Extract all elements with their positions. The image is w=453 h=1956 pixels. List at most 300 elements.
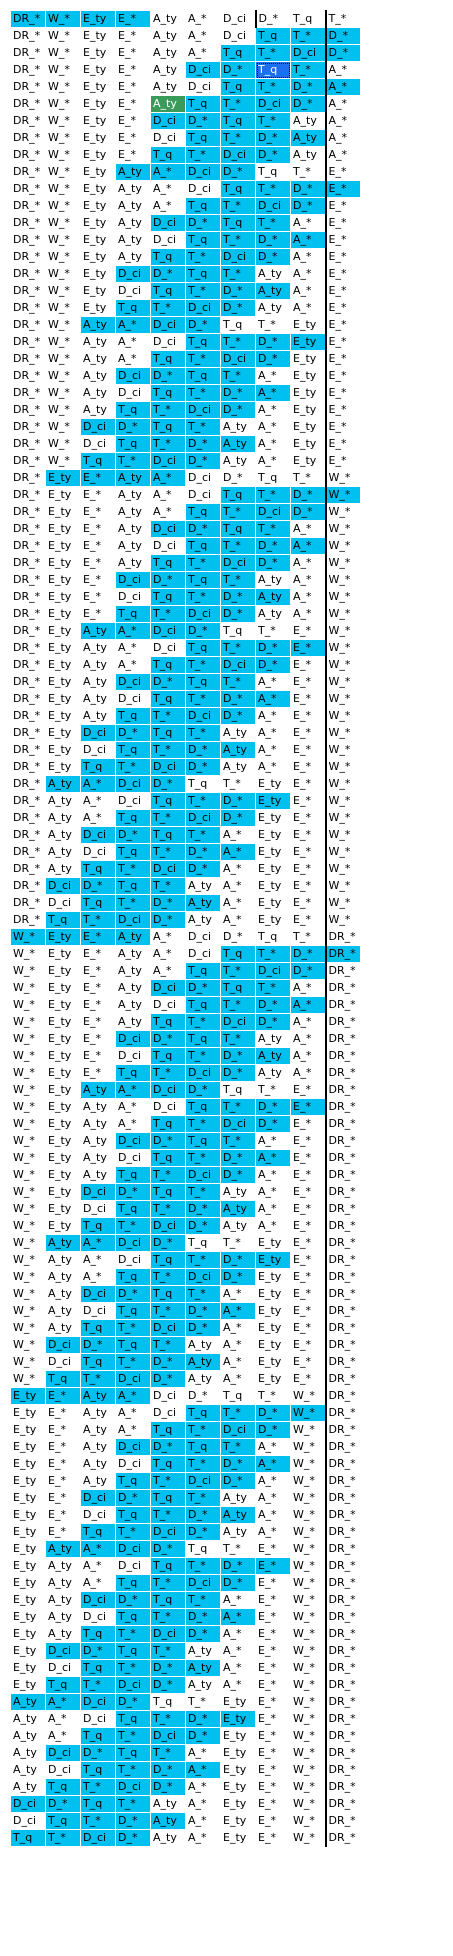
grid-cell[interactable]: A_ty [83,352,107,365]
grid-cell[interactable]: D_ci [186,606,221,623]
grid-cell[interactable]: T_q [186,640,221,657]
grid-cell[interactable]: D_* [81,1643,116,1660]
grid-cell[interactable]: A_ty [151,1813,186,1830]
grid-cell[interactable]: A_ty [46,776,81,793]
grid-cell[interactable]: DR_* [13,301,41,314]
grid-cell[interactable]: D_* [256,334,291,351]
grid-cell[interactable]: W_* [13,1066,35,1079]
grid-cell[interactable]: T_q [116,1337,151,1354]
grid-cell[interactable]: E_ty [223,1797,247,1810]
grid-cell[interactable]: E_* [291,1371,326,1388]
grid-cell[interactable]: W_* [13,1015,35,1028]
grid-cell[interactable]: DR_* [11,11,46,28]
grid-cell[interactable]: A_* [83,1270,102,1283]
grid-cell[interactable]: A_ty [118,488,142,501]
grid-cell[interactable]: A_* [223,879,242,892]
grid-cell[interactable]: DR_* [328,1066,356,1079]
grid-cell[interactable]: T_q [116,810,151,827]
grid-cell[interactable]: T_* [186,147,221,164]
grid-cell[interactable]: T_q [188,1542,208,1555]
grid-cell[interactable]: A_* [48,1712,67,1725]
grid-cell[interactable]: W_* [291,1813,326,1830]
grid-cell[interactable]: DR_* [13,505,41,518]
grid-cell[interactable]: A_ty [48,862,72,875]
grid-cell[interactable]: T_q [151,283,186,300]
grid-cell[interactable]: T_q [186,504,221,521]
grid-cell[interactable]: D_* [291,487,326,504]
grid-cell[interactable]: A_* [116,1388,151,1405]
grid-cell[interactable]: DR_* [13,675,41,688]
grid-cell[interactable]: W_* [291,1626,326,1643]
grid-cell[interactable]: D_ci [118,284,142,297]
grid-cell[interactable]: W_* [48,454,70,467]
grid-cell[interactable]: E_ty [46,470,81,487]
grid-cell[interactable]: T_q [151,351,186,368]
grid-cell[interactable]: A_* [291,589,326,606]
grid-cell[interactable]: W_* [48,233,70,246]
grid-cell[interactable]: DR_* [328,1678,356,1691]
grid-cell[interactable]: W_* [328,896,351,909]
grid-cell[interactable]: A_* [291,266,326,283]
grid-cell[interactable]: E_* [258,1780,276,1793]
grid-cell[interactable]: T_q [221,45,256,62]
grid-cell[interactable]: E_ty [83,182,107,195]
grid-cell[interactable]: W_* [13,1338,35,1351]
grid-cell[interactable]: E_* [328,301,347,314]
grid-cell[interactable]: D_* [256,351,291,368]
grid-cell[interactable]: D_* [291,96,326,113]
grid-cell[interactable]: D_* [256,130,291,147]
grid-cell[interactable]: W_* [291,1677,326,1694]
grid-cell[interactable]: E_ty [13,1559,37,1572]
grid-cell[interactable]: T_* [151,1337,186,1354]
grid-cell[interactable]: E_* [83,998,101,1011]
grid-cell[interactable]: T_* [81,1779,116,1796]
grid-cell[interactable]: T_q [46,1677,81,1694]
grid-cell[interactable]: T_q [116,844,151,861]
grid-cell[interactable]: T_q [151,589,186,606]
grid-cell[interactable]: A_ty [258,267,282,280]
grid-cell[interactable]: A_* [118,335,137,348]
grid-cell[interactable]: W_* [13,1355,35,1368]
grid-cell[interactable]: DR_* [328,1355,356,1368]
grid-cell[interactable]: W_* [328,522,351,535]
grid-cell[interactable]: A_ty [83,1151,107,1164]
grid-cell[interactable]: D_* [151,368,186,385]
grid-cell[interactable]: T_* [116,1728,151,1745]
grid-cell[interactable]: T_* [256,113,291,130]
grid-cell[interactable]: D_* [291,198,326,215]
grid-cell[interactable]: A_* [153,947,172,960]
grid-cell[interactable]: T_* [256,487,291,504]
grid-cell[interactable]: D_* [256,1099,291,1116]
grid-cell[interactable]: E_* [83,1015,101,1028]
grid-cell[interactable]: E_* [258,1644,276,1657]
grid-cell[interactable]: T_q [81,1354,116,1371]
grid-cell[interactable]: DR_* [13,726,41,739]
grid-cell[interactable]: DR_* [13,828,41,841]
grid-cell[interactable]: W_* [291,1711,326,1728]
grid-cell[interactable]: T_q [116,1609,151,1626]
grid-cell[interactable]: T_q [186,232,221,249]
grid-cell[interactable]: D_ci [153,131,177,144]
grid-cell[interactable]: E_ty [258,1270,282,1283]
grid-cell[interactable]: D_* [221,708,256,725]
grid-cell[interactable]: D_* [221,402,256,419]
grid-cell[interactable]: A_ty [83,1423,107,1436]
grid-cell[interactable]: W_* [13,1287,35,1300]
grid-cell[interactable]: E_ty [48,692,72,705]
grid-cell[interactable]: T_q [291,11,326,28]
grid-cell[interactable]: A_* [116,1082,151,1099]
grid-cell[interactable]: D_* [116,1184,151,1201]
grid-cell[interactable]: A_* [291,283,326,300]
grid-cell[interactable]: DR_* [328,1287,356,1300]
grid-cell[interactable]: W_* [48,80,70,93]
grid-cell[interactable]: A_* [328,63,348,76]
grid-cell[interactable]: T_* [291,28,326,45]
grid-cell[interactable]: W_* [13,1100,35,1113]
grid-cell[interactable]: DR_* [13,913,41,926]
grid-cell[interactable]: W_* [48,386,70,399]
grid-cell[interactable]: D_* [116,1286,151,1303]
grid-cell[interactable]: E_* [291,1286,326,1303]
grid-cell[interactable]: A_* [258,743,277,756]
grid-cell[interactable]: A_* [223,1287,242,1300]
grid-cell[interactable]: W_* [291,1728,326,1745]
grid-cell[interactable]: A_ty [223,454,247,467]
grid-cell[interactable]: D_* [221,1252,256,1269]
grid-cell[interactable]: A_ty [118,182,142,195]
grid-cell[interactable]: D_* [151,1133,186,1150]
grid-cell[interactable]: D_* [256,538,291,555]
grid-cell[interactable]: D_* [256,640,291,657]
grid-cell[interactable]: D_* [291,963,326,980]
grid-cell[interactable]: D_ci [116,1439,151,1456]
grid-cell[interactable]: DR_* [13,794,41,807]
grid-cell[interactable]: D_ci [11,1796,46,1813]
grid-cell[interactable]: D_* [151,912,186,929]
grid-cell[interactable]: D_ci [151,453,186,470]
grid-cell[interactable]: T_* [151,844,186,861]
grid-cell[interactable]: A_ty [48,1593,72,1606]
grid-cell[interactable]: D_* [256,147,291,164]
grid-cell[interactable]: DR_* [328,1576,356,1589]
grid-cell[interactable]: D_ci [81,1184,116,1201]
grid-cell[interactable]: E_ty [13,1457,37,1470]
grid-cell[interactable]: D_* [256,1405,291,1422]
grid-cell[interactable]: A_ty [258,301,282,314]
grid-cell[interactable]: T_* [223,777,241,790]
grid-cell[interactable]: DR_* [13,777,41,790]
grid-cell[interactable]: E_* [48,1423,66,1436]
grid-cell[interactable]: A_ty [118,250,142,263]
grid-cell[interactable]: W_* [13,964,35,977]
grid-cell[interactable]: T_* [186,555,221,572]
grid-cell[interactable]: D_* [221,300,256,317]
grid-cell[interactable]: E_* [258,1542,276,1555]
grid-cell[interactable]: E_ty [13,1440,37,1453]
grid-cell[interactable]: W_* [328,539,351,552]
grid-cell[interactable]: E_* [291,1354,326,1371]
grid-cell[interactable]: W_* [291,1405,326,1422]
grid-cell[interactable]: T_* [151,1507,186,1524]
grid-cell[interactable]: A_ty [83,641,107,654]
grid-cell[interactable]: W_* [328,675,351,688]
grid-cell[interactable]: A_* [291,249,326,266]
grid-cell[interactable]: T_q [186,572,221,589]
grid-cell[interactable]: D_ci [116,1371,151,1388]
grid-cell[interactable]: E_* [258,1797,276,1810]
grid-cell[interactable]: A_ty [223,1491,247,1504]
grid-cell[interactable]: T_q [116,708,151,725]
grid-cell[interactable]: D_ci [153,1100,177,1113]
grid-cell[interactable]: DR_* [13,879,41,892]
grid-cell[interactable]: T_q [256,28,291,45]
grid-cell[interactable]: D_* [256,657,291,674]
grid-cell[interactable]: W_* [13,1253,35,1266]
grid-cell[interactable]: D_ci [118,1457,142,1470]
grid-cell[interactable]: A_ty [81,317,116,334]
grid-cell[interactable]: DR_* [13,369,41,382]
grid-cell[interactable]: T_* [186,1048,221,1065]
grid-cell[interactable]: T_* [221,997,256,1014]
grid-cell[interactable]: A_* [326,79,361,96]
grid-cell[interactable]: A_ty [48,1287,72,1300]
grid-cell[interactable]: T_* [81,1813,116,1830]
grid-cell[interactable]: D_* [151,1660,186,1677]
grid-cell[interactable]: T_* [186,1592,221,1609]
grid-cell[interactable]: A_ty [81,1082,116,1099]
grid-cell[interactable]: A_* [153,964,172,977]
grid-cell[interactable]: T_q [186,368,221,385]
grid-cell[interactable]: E_ty [48,743,72,756]
grid-cell[interactable]: DR_* [328,1083,356,1096]
grid-cell[interactable]: D_ci [81,1592,116,1609]
grid-cell[interactable]: T_q [151,1150,186,1167]
grid-cell[interactable]: E_ty [291,385,326,402]
grid-cell[interactable]: E_ty [83,80,107,93]
grid-cell[interactable]: T_q [151,793,186,810]
grid-cell[interactable]: A_ty [223,726,247,739]
grid-cell[interactable]: T_q [116,1575,151,1592]
grid-cell[interactable]: W_* [291,1830,326,1847]
grid-cell[interactable]: T_* [186,1014,221,1031]
grid-cell[interactable]: W_* [328,709,351,722]
grid-cell[interactable]: A_* [258,1185,277,1198]
grid-cell[interactable]: T_q [186,96,221,113]
grid-cell[interactable]: D_* [186,1728,221,1745]
grid-cell[interactable]: E_ty [83,233,107,246]
grid-cell[interactable]: E_ty [48,607,72,620]
grid-cell[interactable]: E_ty [13,1525,37,1538]
grid-cell[interactable]: T_* [256,980,291,997]
grid-cell[interactable]: E_* [328,199,347,212]
grid-cell[interactable]: E_* [291,912,326,929]
grid-cell[interactable]: E_* [328,454,347,467]
grid-cell[interactable]: E_* [83,947,101,960]
grid-cell[interactable]: E_ty [223,1746,247,1759]
grid-cell[interactable]: D_* [221,691,256,708]
grid-cell[interactable]: A_ty [118,199,142,212]
grid-cell[interactable]: D_* [221,1269,256,1286]
grid-cell[interactable]: D_ci [118,1151,142,1164]
grid-cell[interactable]: A_ty [291,147,326,164]
grid-cell[interactable]: E_ty [48,760,72,773]
grid-cell[interactable]: W_* [48,318,70,331]
grid-cell[interactable]: T_q [188,1236,208,1249]
grid-cell[interactable]: A_* [223,828,242,841]
grid-cell[interactable]: D_* [291,504,326,521]
grid-cell[interactable]: T_* [186,283,221,300]
grid-cell[interactable]: E_ty [83,216,107,229]
grid-cell[interactable]: T_* [186,1150,221,1167]
grid-cell[interactable]: W_* [48,301,70,314]
grid-cell[interactable]: T_q [81,1218,116,1235]
grid-cell[interactable]: A_ty [11,1694,46,1711]
grid-cell[interactable]: E_* [328,284,347,297]
grid-cell[interactable]: E_ty [48,556,72,569]
grid-cell[interactable]: D_* [186,759,221,776]
grid-cell[interactable]: D_* [151,1354,186,1371]
grid-cell[interactable]: E_* [291,708,326,725]
grid-cell[interactable]: DR_* [13,862,41,875]
grid-cell[interactable]: E_* [291,1099,326,1116]
grid-cell[interactable]: E_* [291,895,326,912]
grid-cell[interactable]: W_* [291,1558,326,1575]
grid-cell[interactable]: D_ci [118,1049,142,1062]
grid-cell[interactable]: T_* [116,1796,151,1813]
grid-cell[interactable]: D_* [81,1337,116,1354]
grid-cell[interactable]: W_* [328,590,351,603]
grid-cell[interactable]: D_* [151,572,186,589]
grid-cell[interactable]: E_ty [48,539,72,552]
grid-cell[interactable]: E_ty [258,777,282,790]
grid-cell[interactable]: T_* [151,436,186,453]
grid-cell[interactable]: D_ci [116,1541,151,1558]
grid-cell[interactable]: E_* [291,844,326,861]
grid-cell[interactable]: E_ty [291,436,326,453]
grid-cell[interactable]: T_q [46,1813,81,1830]
grid-cell[interactable]: D_ci [83,1202,107,1215]
grid-cell[interactable]: A_ty [153,1831,177,1844]
grid-cell[interactable]: DR_* [13,607,41,620]
grid-cell[interactable]: W_* [48,199,70,212]
grid-cell[interactable]: DR_* [328,1780,356,1793]
grid-cell[interactable]: D_* [221,164,256,181]
grid-cell[interactable]: E_* [328,233,347,246]
grid-cell[interactable]: DR_* [13,454,41,467]
grid-cell[interactable]: E_* [83,505,101,518]
grid-cell[interactable]: A_ty [83,709,107,722]
grid-cell[interactable]: W_* [13,1151,35,1164]
grid-cell[interactable]: W_* [291,1745,326,1762]
grid-cell[interactable]: W_* [291,1643,326,1660]
grid-cell[interactable]: A_* [116,317,151,334]
grid-cell[interactable]: D_ci [256,198,291,215]
grid-cell[interactable]: A_* [188,1831,207,1844]
grid-cell[interactable]: W_* [291,1490,326,1507]
grid-cell[interactable]: W_* [13,947,35,960]
grid-cell[interactable]: A_* [46,1694,81,1711]
grid-cell[interactable]: A_* [291,1031,326,1048]
grid-cell[interactable]: DR_* [328,1474,356,1487]
grid-cell[interactable]: A_ty [153,12,177,25]
grid-cell[interactable]: D_ci [118,590,142,603]
grid-cell[interactable]: A_ty [118,998,142,1011]
grid-cell[interactable]: D_ci [83,437,107,450]
grid-cell[interactable]: W_* [291,1388,326,1405]
grid-cell[interactable]: D_ci [151,759,186,776]
grid-cell[interactable]: T_q [151,1592,186,1609]
grid-cell[interactable]: E_* [291,1252,326,1269]
grid-cell[interactable]: W_* [291,1779,326,1796]
grid-cell[interactable]: D_ci [48,1661,72,1674]
grid-cell[interactable]: D_ci [188,80,212,93]
grid-cell[interactable]: T_q [116,1745,151,1762]
grid-cell[interactable]: D_* [151,1031,186,1048]
grid-cell[interactable]: T_q [11,1830,46,1847]
grid-cell[interactable]: W_* [13,1219,35,1232]
grid-cell[interactable]: E_ty [223,1729,247,1742]
grid-cell[interactable]: T_q [81,895,116,912]
grid-cell[interactable]: E_* [291,640,326,657]
grid-cell[interactable]: A_ty [186,1660,221,1677]
grid-cell[interactable]: DR_* [328,1695,356,1708]
grid-cell[interactable]: DR_* [13,811,41,824]
grid-cell[interactable]: T_* [186,249,221,266]
grid-cell[interactable]: E_* [48,1474,66,1487]
grid-cell[interactable]: T_q [151,555,186,572]
grid-cell[interactable]: T_* [256,521,291,538]
grid-cell[interactable]: A_* [258,1491,277,1504]
grid-cell[interactable]: D_* [223,930,243,943]
grid-cell[interactable]: T_* [291,929,326,946]
grid-cell[interactable]: W_* [328,726,351,739]
grid-cell[interactable]: DR_* [328,1763,356,1776]
grid-cell[interactable]: D_* [186,215,221,232]
grid-cell[interactable]: DR_* [328,1525,356,1538]
grid-cell[interactable]: E_* [291,691,326,708]
grid-cell[interactable]: D_* [116,1592,151,1609]
grid-cell[interactable]: E_* [258,1627,276,1640]
grid-cell[interactable]: D_* [186,436,221,453]
grid-cell[interactable]: E_* [291,725,326,742]
grid-cell[interactable]: E_ty [83,250,107,263]
grid-cell[interactable]: W_* [328,811,351,824]
grid-cell[interactable]: A_* [291,1014,326,1031]
grid-cell[interactable]: D_ci [118,386,142,399]
grid-cell[interactable]: A_* [118,641,137,654]
grid-cell[interactable]: D_ci [188,930,212,943]
grid-cell[interactable]: DR_* [13,556,41,569]
grid-cell[interactable]: E_* [258,1712,276,1725]
grid-cell[interactable]: W_* [328,556,351,569]
grid-cell[interactable]: A_ty [223,760,247,773]
grid-cell[interactable]: T_* [116,1524,151,1541]
grid-cell[interactable]: T_q [81,1660,116,1677]
grid-cell[interactable]: DR_* [13,233,41,246]
grid-cell[interactable]: E_* [83,590,101,603]
grid-cell[interactable]: D_ci [256,963,291,980]
grid-cell[interactable]: A_ty [48,1253,72,1266]
grid-cell[interactable]: E_ty [258,879,282,892]
grid-cell[interactable]: DR_* [13,148,41,161]
grid-cell[interactable]: A_ty [48,828,72,841]
grid-cell[interactable]: E_ty [256,1252,291,1269]
grid-cell[interactable]: D_ci [118,794,142,807]
grid-cell[interactable]: D_ci [256,96,291,113]
